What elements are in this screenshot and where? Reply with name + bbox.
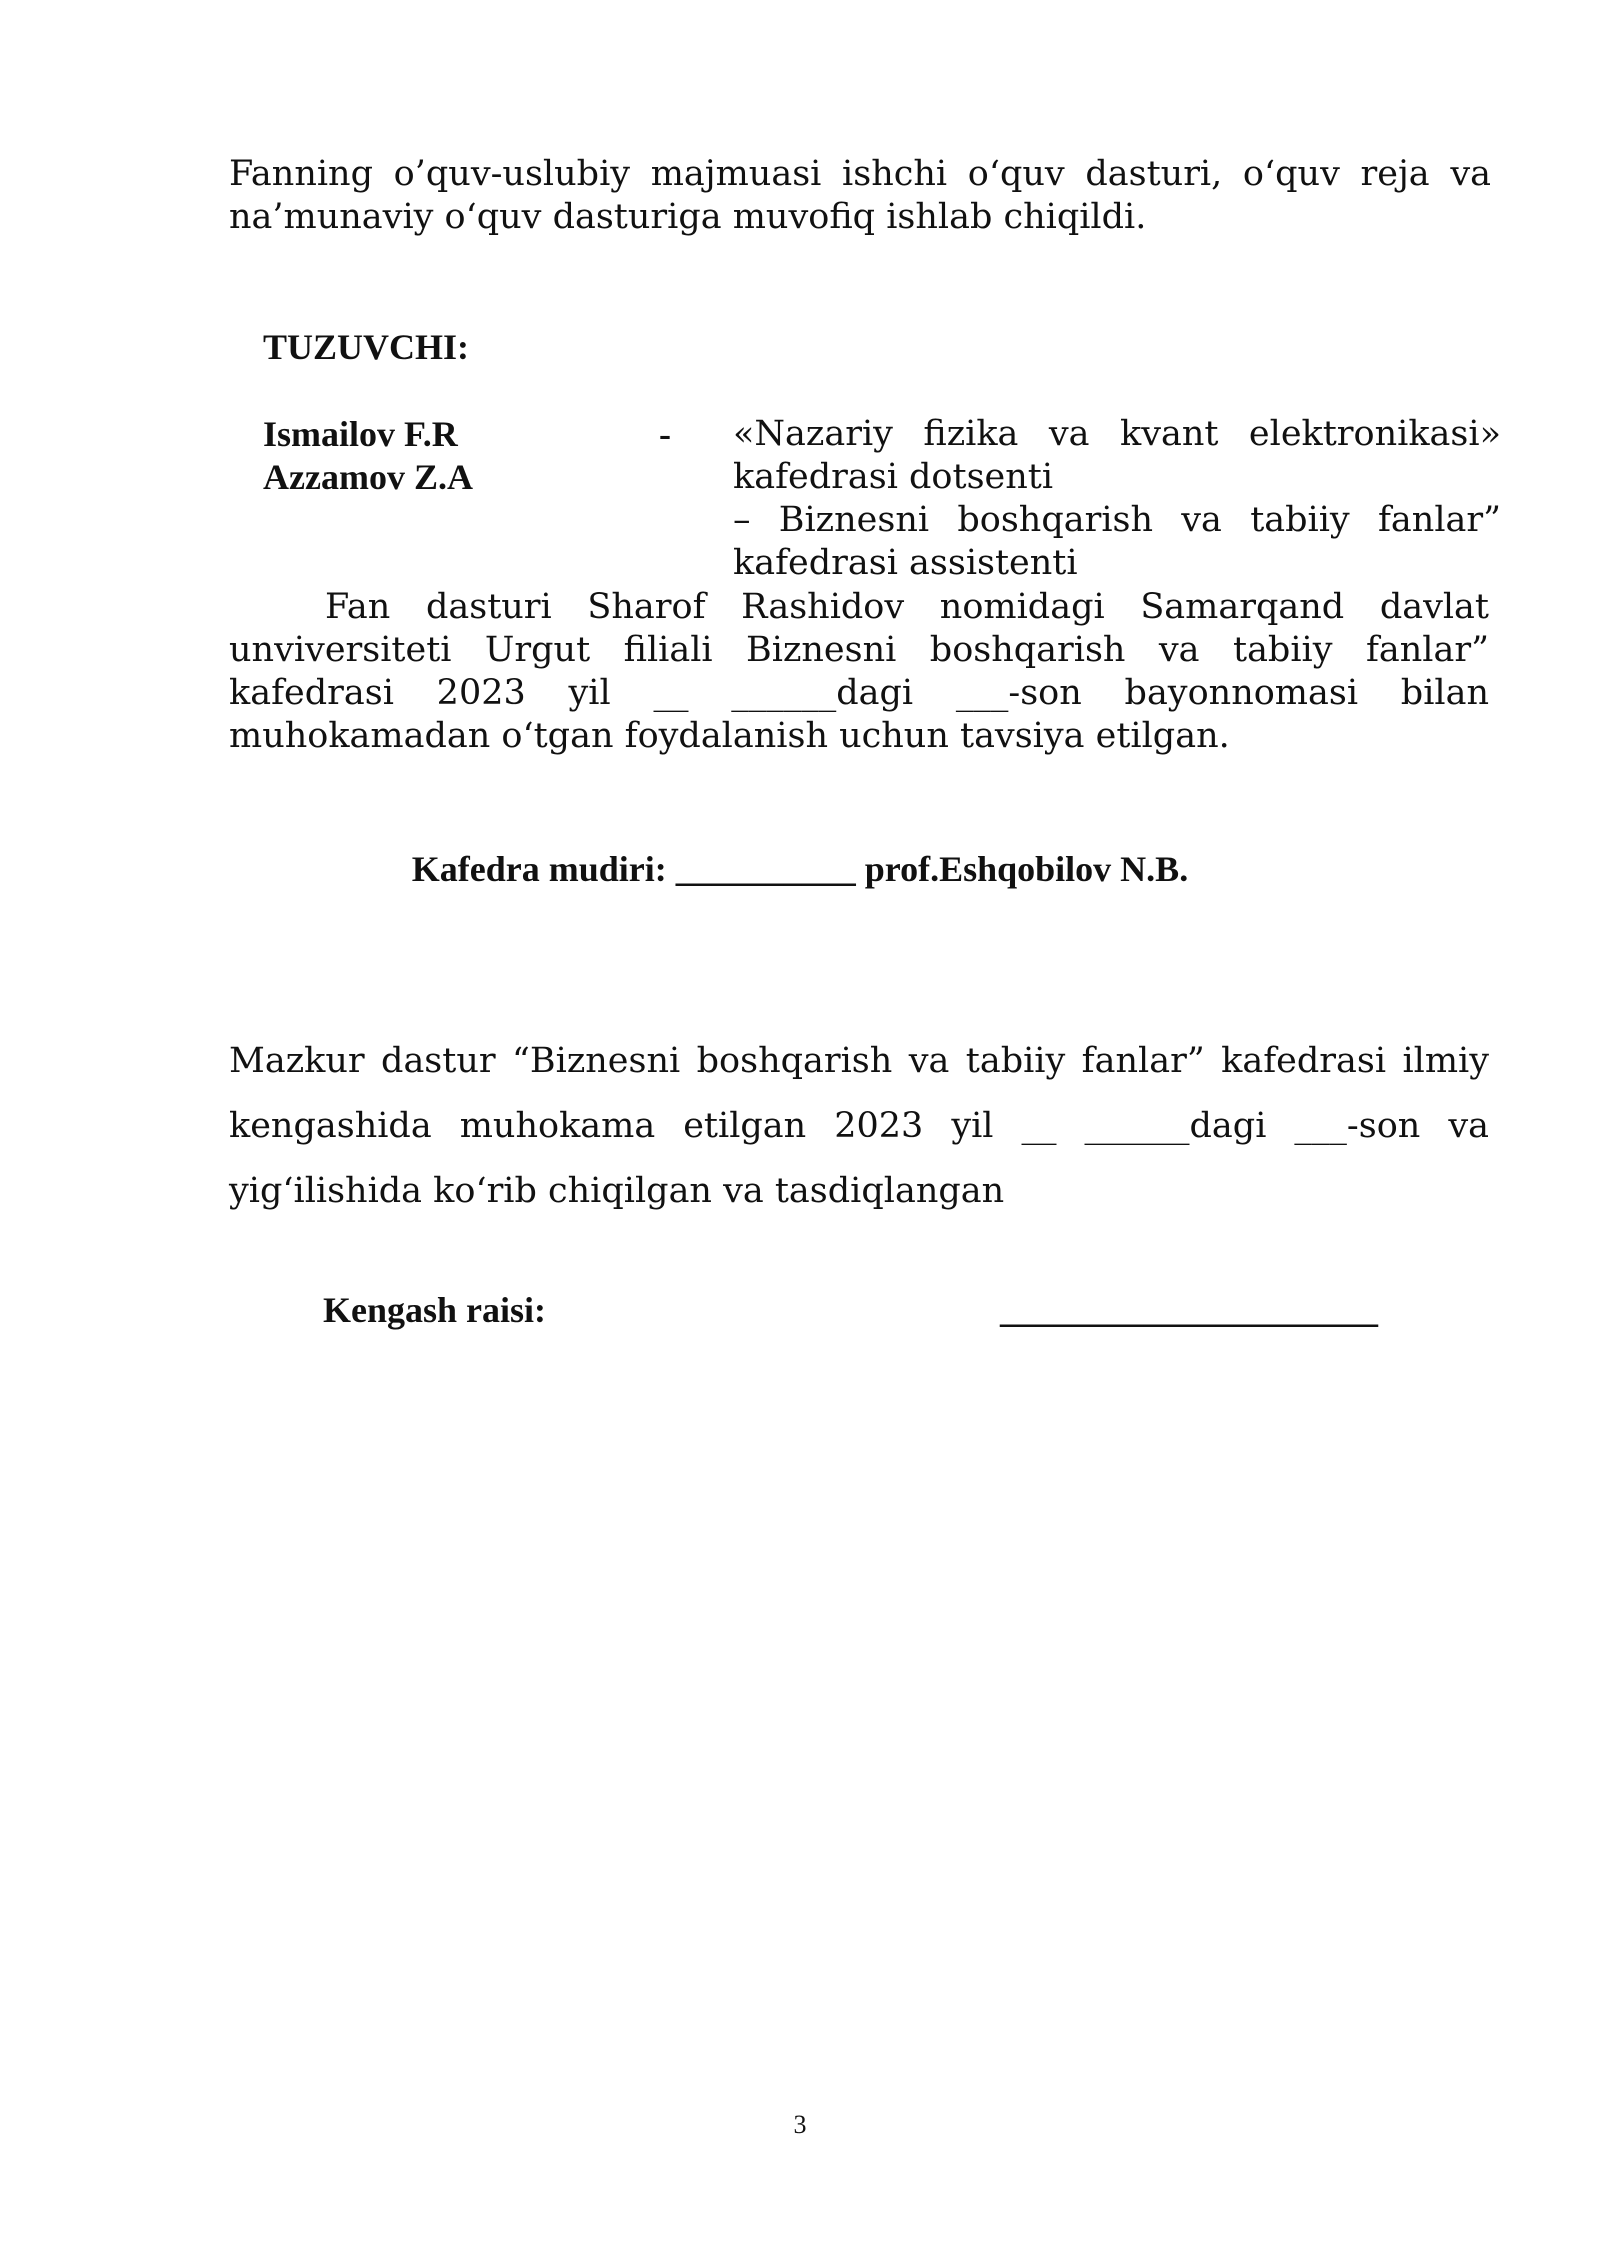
program-approval-paragraph: Fan dasturi Sharof Rashidov nomidagi Samarqand davlat unviversiteti Urgut filiali Biznesni boshqarish va tabiiy fanlar” kafedrasi 2023 yil __ ______dagi ___-son bayonnomasi bilan muhokamadan o‘tgan foydalanish uchun tavsiya etilgan.	[229, 587, 1489, 756]
author-role-separator: -	[659, 414, 671, 454]
author-role: «Nazariy fizika va kvant elektronikasi» kafedrasi dotsenti	[733, 414, 1501, 497]
author-roles	[733, 413, 1501, 585]
department-head-signature: Kafedra mudiri: __________ prof.Eshqobilov N.B.	[411, 849, 1189, 889]
compilers-heading: TUZUVCHI:	[263, 327, 470, 367]
council-chair-label: Kengash raisi:	[323, 1290, 547, 1330]
council-chair-signature-line: _____________________	[1000, 1290, 1378, 1330]
intro-paragraph: Fanning o’quv-uslubiy majmuasi ishchi o‘quv dasturi, o‘quv reja va na’munaviy o‘quv dasturiga muvofiq ishlab chiqildi.	[229, 154, 1491, 237]
council-approval-paragraph: Mazkur dastur “Biznesni boshqarish va tabiiy fanlar” kafedrasi ilmiy kengashida muhokama etilgan 2023 yil __ ______dagi ___-son va yig‘ilishida ko‘rib chiqilgan va tasdiqlangan	[229, 1041, 1489, 1211]
author-name: Azzamov Z.A	[263, 457, 473, 497]
author-name: Ismailov F.R	[263, 414, 458, 454]
authors-list	[263, 413, 473, 499]
author-role: – Biznesni boshqarish va tabiiy fanlar” kafedrasi assistenti	[733, 500, 1501, 583]
page-number: 3	[793, 2110, 807, 2139]
